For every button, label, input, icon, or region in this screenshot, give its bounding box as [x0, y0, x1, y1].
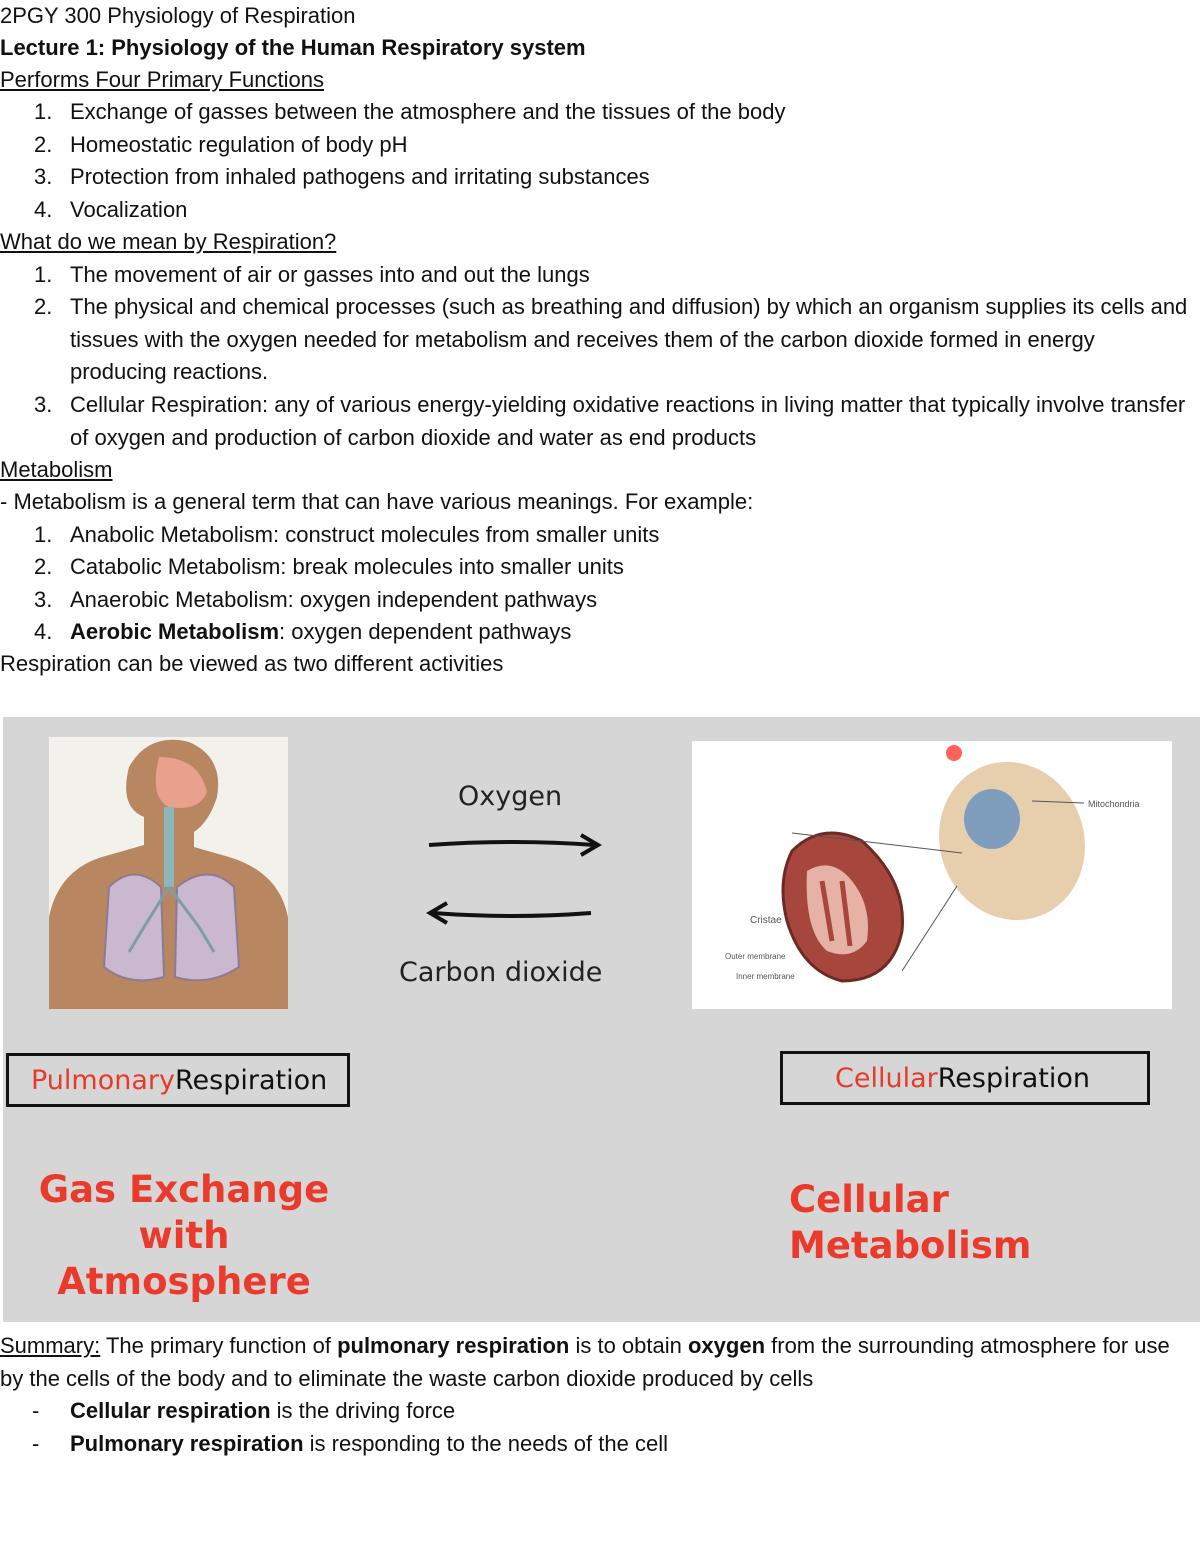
exchange-arrows	[423, 827, 603, 932]
cell-illustration	[692, 741, 1172, 1009]
cellular-metabolism-caption: Cellular Metabolism	[789, 1178, 1032, 1267]
closing-text: Respiration can be viewed as two different activities	[0, 651, 504, 676]
gas-exchange-caption: Gas Exchange with Atmosphere	[38, 1168, 330, 1303]
functions-heading: Performs Four Primary Functions	[0, 67, 324, 92]
respiration-heading: What do we mean by Respiration?	[0, 229, 337, 254]
course-title: 2PGY 300 Physiology of Respiration	[0, 3, 356, 28]
respiration-figure	[3, 717, 1200, 1322]
carbon-dioxide-label: Carbon dioxide	[399, 957, 603, 988]
metabolism-heading: Metabolism	[0, 457, 113, 482]
pulmonary-respiration-box: Pulmonary Respiration	[6, 1053, 350, 1107]
mitochondria-label: Mitochondria	[1088, 799, 1140, 809]
cellular-respiration-box: Cellular Respiration	[780, 1051, 1150, 1105]
cristae-label: Cristae	[750, 915, 782, 926]
outer-membrane-label: Outer membrane	[725, 952, 786, 961]
inner-membrane-label: Inner membrane	[736, 972, 795, 981]
oxygen-label: Oxygen	[458, 781, 563, 812]
lecture-title: Lecture 1: Physiology of the Human Respiratory system	[0, 35, 586, 60]
lungs-illustration	[49, 737, 288, 1009]
metabolism-intro: - Metabolism is a general term that can have various meanings. For example:	[0, 489, 754, 514]
